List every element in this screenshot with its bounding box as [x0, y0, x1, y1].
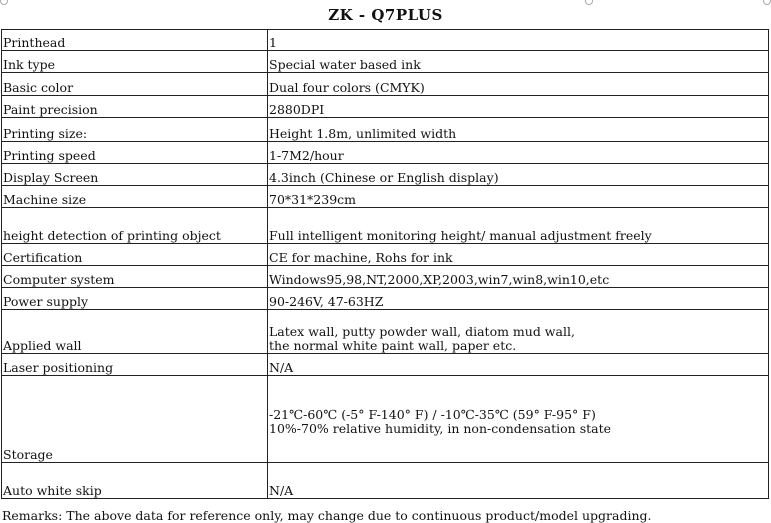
- corner-marker: [0, 0, 8, 5]
- remarks-note: Remarks: The above data for reference only, may change due to continuous product/model upgrading.: [2, 508, 652, 523]
- spec-label: Certification: [2, 244, 268, 266]
- spec-value-line: -21℃-60℃ (-5° F-140° F) / -10℃-35℃ (59° F-95° F): [269, 407, 596, 422]
- spec-label: Applied wall: [2, 310, 268, 354]
- spec-value-line: 2880DPI: [269, 102, 325, 117]
- spec-value-line: Special water based ink: [269, 57, 421, 72]
- spec-value: [268, 186, 769, 208]
- spec-value-line: the normal white paint wall, paper etc.: [269, 338, 517, 353]
- spec-value: [268, 30, 769, 51]
- spec-row: [2, 463, 769, 499]
- spec-value-line: CE for machine, Rohs for ink: [269, 250, 453, 265]
- spec-value-line: Windows95,98,NT,2000,XP,2003,win7,win8,win10,etc: [269, 272, 610, 287]
- spec-value: [268, 288, 769, 310]
- spec-label: Power supply: [2, 288, 268, 310]
- spec-row: [2, 142, 769, 164]
- spec-value: [268, 164, 769, 186]
- corner-marker: [763, 0, 771, 5]
- spec-label: Laser positioning: [2, 354, 268, 376]
- spec-label: Printing speed: [2, 142, 268, 164]
- spec-value-line: 1: [269, 35, 277, 50]
- spec-value-line: 70*31*239cm: [269, 192, 357, 207]
- document-title: ZK - Q7PLUS: [328, 6, 443, 24]
- spec-label: Ink type: [2, 51, 268, 73]
- spec-label: Display Screen: [2, 164, 268, 186]
- spec-value-line: Height 1.8m, unlimited width: [269, 126, 457, 141]
- spec-value-line: N/A: [269, 483, 294, 498]
- spec-label: Printhead: [2, 30, 268, 51]
- spec-label: height detection of printing object: [2, 208, 268, 244]
- spec-value-line: Latex wall, putty powder wall, diatom mud wall,: [269, 324, 575, 339]
- spec-row: [2, 186, 769, 208]
- spec-label: Auto white skip: [2, 463, 268, 499]
- spec-value: [268, 208, 769, 244]
- spec-row: [2, 73, 769, 96]
- spec-value: [268, 266, 769, 288]
- spec-value-line: 90-246V, 47-63HZ: [269, 294, 384, 309]
- spec-row: [2, 96, 769, 118]
- spec-label: Storage: [2, 376, 268, 463]
- spec-row: [2, 164, 769, 186]
- spec-value: [268, 310, 769, 354]
- spec-value-line: 10%-70% relative humidity, in non-condensation state: [269, 421, 612, 436]
- spec-row: [2, 354, 769, 376]
- spec-label: Basic color: [2, 73, 268, 96]
- spec-label: Machine size: [2, 186, 268, 208]
- spec-row: [2, 208, 769, 244]
- spec-row: [2, 30, 769, 51]
- spec-row: [2, 266, 769, 288]
- spec-value-line: N/A: [269, 360, 294, 375]
- spec-value: [268, 51, 769, 73]
- spec-label: Paint precision: [2, 96, 268, 118]
- spec-row: [2, 118, 769, 142]
- spec-value-line: Dual four colors (CMYK): [269, 80, 425, 95]
- spec-label: Printing size:: [2, 118, 268, 142]
- spec-value: [268, 376, 769, 463]
- spec-label: Computer system: [2, 266, 268, 288]
- spec-row: [2, 244, 769, 266]
- spec-table: [1, 29, 769, 499]
- corner-marker: [585, 0, 593, 5]
- spec-value: [268, 463, 769, 499]
- spec-value: [268, 142, 769, 164]
- spec-value: [268, 118, 769, 142]
- spec-value-line: Full intelligent monitoring height/ manual adjustment freely: [269, 228, 652, 243]
- spec-value: [268, 96, 769, 118]
- spec-value-line: 4.3inch (Chinese or English display): [269, 170, 499, 185]
- spec-value-line: 1-7M2/hour: [269, 148, 344, 163]
- spec-value: [268, 73, 769, 96]
- spec-row: [2, 51, 769, 73]
- spec-value: [268, 354, 769, 376]
- spec-row: [2, 288, 769, 310]
- spec-value: [268, 244, 769, 266]
- spec-row: [2, 310, 769, 354]
- spec-row: [2, 376, 769, 463]
